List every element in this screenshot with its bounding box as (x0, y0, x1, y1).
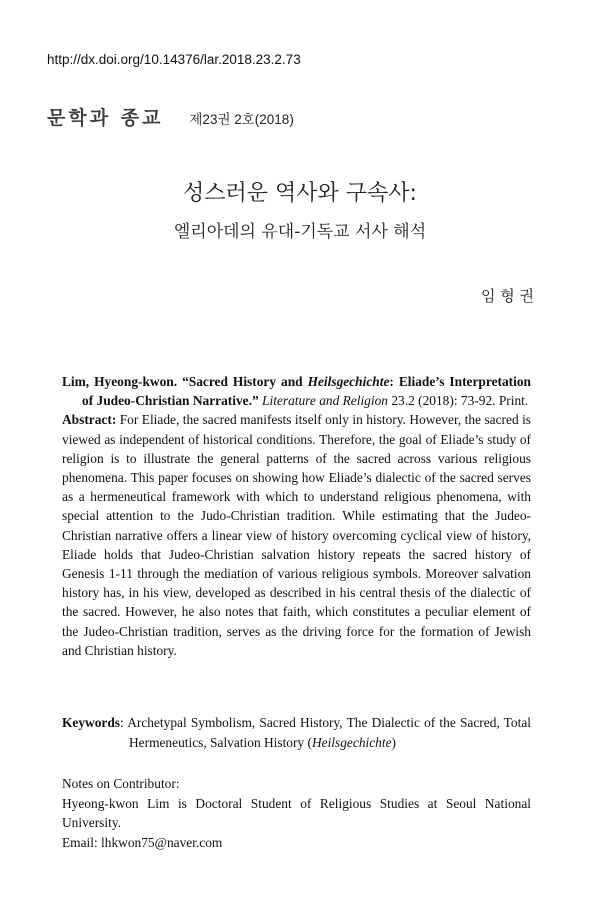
notes-bio: Hyeong-kwon Lim is Doctoral Student of Religious Studies at Seoul National University. (62, 795, 531, 830)
abstract (62, 410, 531, 660)
volume-issue: 제23권 2호(2018) (189, 112, 294, 127)
author-name: 임 형 권 (480, 287, 534, 305)
notes-email[interactable]: Email: lhkwon75@naver.com (62, 834, 223, 850)
keywords-close: ) (391, 734, 397, 750)
abstract-label: Abstract: (62, 412, 117, 428)
keywords-label: Keywords (62, 715, 121, 730)
abstract-block (62, 372, 531, 660)
doi-link[interactable]: http://dx.doi.org/10.14376/lar.2018.23.2.73 (47, 52, 301, 67)
journal-logo: 문학과 종교 (47, 107, 164, 129)
citation-title-part1: “Sacred History and (182, 374, 308, 389)
citation-author: Lim, Hyeong-kwon. (62, 374, 178, 389)
citation-details: 23.2 (2018): 73-92. Print. (388, 393, 529, 409)
abstract-text: For Eliade, the sacred manifests itself only in history. However, the sacred is viewed as independent of historical conditions. Therefore, the goal of Eliade’s study of religion is to illustrate the general patterns of the sacred across various religious phenomena. This paper focuses on showing how Eliade’s dialectic of the sacred serves as a hermeneutical framework with which to understand religious phenomena, with special attention to the Judo-Christian tradition. While estimating that the Judeo-Christian narrative offers a linear view of history overcoming cyclical view of history, Eliade holds that Judeo-Christian salvation history repeats the sacred history of Genesis 1-11 through the mediation of various religious symbols. Moreover salvation history has, in his view, developed as described in his central thesis of the dialectic of the sacred. However, he also notes that faith, which constitutes a peculiar element of the Judeo-Christian tradition, serves as the driving force for the formation of Jewish and Christian history. (62, 412, 531, 658)
keywords-text: : Archetypal Symbolism, Sacred History, The Dialectic of the Sacred, Total Hermeneutics, Salvation History ( (120, 715, 531, 750)
keywords-italic: Heilsgechichte (311, 734, 392, 750)
citation (62, 372, 531, 410)
paper-subtitle: 엘리아데의 유대-기독교 서사 해석 (173, 222, 427, 242)
citation-title-italic: Heilsgechichte (307, 374, 390, 389)
paper-title: 성스러운 역사와 구속사: (183, 181, 417, 206)
citation-title-part2: : Eliade’s Interpretation of Judeo-Christian Narrative.” (82, 374, 532, 409)
journal-header (47, 103, 294, 130)
keywords (62, 713, 531, 752)
citation-journal: Literature and Religion (262, 393, 388, 409)
contributor-notes (62, 774, 531, 852)
notes-heading: Notes on Contributor: (62, 776, 180, 791)
